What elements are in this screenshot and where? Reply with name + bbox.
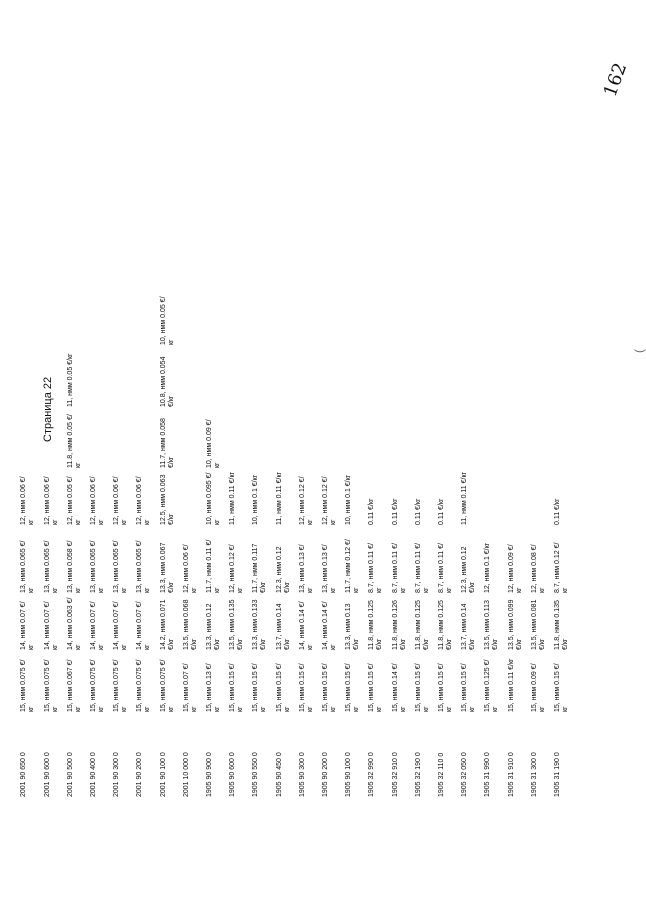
rate-cell: 15, нмм 0.067 €/кг [66,659,82,712]
tariff-code: 1905 90 200 0 [322,752,329,797]
rate-cell: 14, нмм 0.07 €/кг [113,601,129,650]
table-row [415,0,435,905]
tariff-code: 1905 90 900 0 [206,752,213,797]
rate-cell: 13, нмм 0.13 €/кг [298,544,314,593]
rate-cell: 13.7, нмм 0.14 €/кг [461,603,477,650]
rate-cell: 0.11 €/кг [438,498,445,525]
table-row [322,0,342,905]
rate-cell: 12, нмм 0.06 €/кг [20,476,36,525]
rate-cell: 13.5, нмм 0.099 €/кг [507,599,523,650]
rate-cell: 11, нмм 0.05 €/кг [66,353,74,407]
rate-cell: 15, нмм 0.13 €/кг [206,663,221,712]
rate-cell: 15, нмм 0.075 €/кг [113,659,129,712]
rate-cell: 10.8, нмм 0.054 €/кг [159,356,175,407]
tariff-code: 1905 90 600 0 [229,752,237,797]
rate-cell: 11, нмм 0.11 €/кг [461,471,469,525]
tariff-code: 2001 90 100 0 [159,752,167,797]
rate-cell: 12, нмм 0.06 €/кг [136,476,152,525]
tariff-code: 1905 90 300 0 [298,752,306,797]
rate-cell: 15, нмм 0.15 €/кг [229,663,245,712]
rate-cell: 11.8, нмм 0.126 €/кг [391,600,407,650]
rate-cell: 15, нмм 0.075 €/кг [90,659,105,712]
rate-cell: 12.3, нмм 0.12 €/кг [275,546,291,593]
rate-cell: 12, нмм 0.06 €/кг [182,544,198,593]
rate-cell: 8.7, нмм 0.11 €/кг [438,543,453,593]
rate-cell: 13, нмм 0.065 €/кг [136,540,152,593]
table-row [299,0,319,905]
rate-cell: 13, нмм 0.065 €/кг [20,540,36,593]
rate-cell: 14, нмм 0.14 €/кг [322,601,337,650]
rate-cell: 13.5, нмм 0.113 €/кг [484,600,500,650]
tariff-code: 1905 90 550 0 [252,752,260,797]
table-row [531,0,551,905]
rate-cell: 15, нмм 0.15 €/кг [275,663,291,712]
rate-cell: 8.7, нмм 0.11 €/кг [391,543,407,593]
table-row [345,0,365,905]
rate-cell: 12, нмм 0.1 €/кг [484,542,492,593]
rate-cell: 13, нмм 0.13 €/кг [322,544,337,593]
tariff-code: 1905 32 910 0 [391,752,399,797]
tariff-code: 2001 90 300 0 [113,752,121,797]
table-row [461,0,481,905]
table-row [554,0,574,905]
rate-cell: 15, нмм 0.07 €/кг [182,663,198,712]
table-row [229,0,249,905]
rate-cell: 13.3, нмм 0.133 €/кг [252,599,268,650]
rate-cell: 14.2, нмм 0.071 €/кг [159,599,175,650]
table-row [113,0,133,905]
tariff-code: 1905 32 990 0 [368,752,376,797]
rate-cell: 15, нмм 0.075 €/кг [43,659,59,712]
tariff-code: 1905 32 050 0 [461,752,469,797]
rate-cell: 15, нмм 0.15 €/кг [438,663,453,712]
rate-cell: 15, нмм 0.14 €/кг [391,663,407,712]
rate-cell: 15, нмм 0.09 €/кг [530,663,546,712]
table-row [160,0,180,905]
rate-cell: 11.8, нмм 0.125 €/кг [438,600,453,650]
rate-cell: 15, нмм 0.15 €/кг [414,663,430,712]
rate-cell: 12, нмм 0.09 €/кг [507,544,523,593]
rate-cell: 15, нмм 0.075 €/кг [159,659,175,712]
rate-cell: 15, нмм 0.11 €/кг [507,658,515,712]
rate-cell: 15, нмм 0.15 €/кг [252,663,268,712]
table-row [252,0,272,905]
rate-cell: 11.7, нмм 0.11 €/кг [206,539,221,593]
table-row [484,0,504,905]
rate-cell: 13.5, нмм 0.081 €/кг [530,599,546,650]
rate-cell: 14, нмм 0.14 €/кг [298,601,314,650]
tariff-code: 1905 32 110 0 [438,752,445,797]
table-row [368,0,388,905]
rate-cell: 12, нмм 0.06 €/кг [113,476,129,525]
rate-cell: 13.3, нмм 0.13 €/кг [345,603,361,650]
table-row [438,0,458,905]
rate-cell: 10, нмм 0.05 €/кг [159,296,175,345]
rate-cell: 14, нмм 0.07 €/кг [136,601,152,650]
rate-cell: 12, нмм 0.12 €/кг [322,476,337,525]
rate-cell: 15, нмм 0.15 €/кг [461,663,477,712]
scan-mark: ( [632,349,646,353]
tariff-code: 2001 90 650 0 [20,752,28,797]
rate-cell: 12, нмм 0.12 €/кг [298,476,314,525]
rate-cell: 13.7, нмм 0.14 €/кг [275,603,291,650]
tariff-code: 1905 90 450 0 [275,752,283,797]
rate-cell: 12, нмм 0.05 €/кг [66,476,82,525]
table-row [276,0,296,905]
rate-cell: 11.7, нмм 0.117 €/кг [252,543,268,593]
tariff-code: 2001 90 200 0 [136,752,144,797]
rate-cell: 11.7, нмм 0.12 €/кг [345,539,361,593]
page-footer: Страница 22 [42,376,54,442]
rate-cell: 8.7, нмм 0.12 €/кг [554,542,569,593]
tariff-code: 2001 90 600 0 [43,752,51,797]
rate-cell: 13, нмм 0.065 €/кг [43,540,59,593]
rate-cell: 8.7, нмм 0.11 €/кг [414,543,430,593]
rate-cell: 15, нмм 0.15 €/кг [298,663,314,712]
tariff-code: 1905 31 990 0 [484,752,492,797]
rate-cell: 0.11 €/кг [368,498,376,525]
tariff-code: 1905 31 190 0 [554,752,561,797]
table-row [136,0,156,905]
handwritten-page-number: 162 [599,60,632,100]
rate-cell: 11.8, нмм 0.135 €/кг [554,600,569,650]
table-row [20,0,40,905]
tariff-code: 2001 90 400 0 [90,752,97,797]
rate-cell: 12, нмм 0.06 €/кг [90,476,105,525]
rate-cell: 15, нмм 0.125 €/кг [484,659,500,712]
rate-cell: 15, нмм 0.15 €/кг [322,663,337,712]
rate-cell: 10, нмм 0.1 €/кг [252,474,260,525]
rate-cell: 10, нмм 0.1 €/кг [345,474,353,525]
rate-cell: 11.8, нмм 0.125 €/кг [414,600,430,650]
table-row [206,0,226,905]
rate-cell: 14, нмм 0.07 €/кг [20,601,36,650]
rate-cell: 14, нмм 0.07 €/кг [90,601,105,650]
rate-cell: 0.11 €/кг [554,498,561,525]
rate-cell: 11.8, нмм 0.05 €/кг [66,414,82,468]
table-row [67,0,87,905]
rate-cell: 13, нмм 0.065 €/кг [90,540,105,593]
rate-cell: 0.11 €/кг [414,498,422,525]
table-row [508,0,528,905]
rate-cell: 0.11 €/кг [391,498,399,525]
rate-cell: 11, нмм 0.11 €/кг [275,471,283,525]
rate-cell: 11.8, нмм 0.125 €/кг [368,600,384,650]
rate-cell: 10, нмм 0.095 €/кг [206,472,221,525]
rate-cell: 12.5, нмм 0.063 €/кг [159,474,175,525]
table-row [392,0,412,905]
table-row [183,0,203,905]
table-row [44,0,64,905]
rate-cell: 12, нмм 0.12 €/кг [229,544,245,593]
rate-cell: 13, нмм 0.065 €/кг [113,540,129,593]
rate-cell: 14, нмм 0.07 €/кг [43,601,59,650]
tariff-code: 1905 31 300 0 [530,752,538,797]
rate-cell: 13.5, нмм 0.068 €/кг [182,599,198,650]
rate-cell: 12, нмм 0.06 €/кг [43,476,59,525]
tariff-code: 1905 32 190 0 [414,752,422,797]
rate-cell: 13.3, нмм 0.12 €/кг [206,603,221,650]
tariff-code: 2001 90 500 0 [66,752,74,797]
rate-cell: 15, нмм 0.15 €/кг [368,663,384,712]
rate-cell: 13.3, нмм 0.067 €/кг [159,542,175,593]
rate-cell: 8.7, нмм 0.11 €/кг [368,543,384,593]
rate-cell: 15, нмм 0.075 €/кг [136,659,152,712]
rate-cell: 11, нмм 0.11 €/кг [229,471,237,525]
rate-cell: 15, нмм 0.15 €/кг [554,663,569,712]
rate-cell: 15, нмм 0.075 €/кг [20,659,36,712]
rate-cell: 10, нмм 0.09 €/кг [206,419,221,468]
rate-cell: 11.7, нмм 0.058 €/кг [159,418,175,468]
rate-cell: 15, нмм 0.15 €/кг [345,663,361,712]
table-row [90,0,110,905]
rate-cell: 13.5, нмм 0.135 €/кг [229,599,245,650]
rate-cell: 12, нмм 0.08 €/кг [530,544,546,593]
rate-cell: 13, нмм 0.058 €/кг [66,540,82,593]
tariff-code: 1905 31 910 0 [507,752,515,797]
rate-cell: 14, нмм 0.063 €/кг [66,597,82,650]
tariff-code: 2001 10 000 0 [182,752,190,797]
tariff-code: 1905 90 100 0 [345,752,353,797]
rate-cell: 12.3, нмм 0.12 €/кг [461,546,477,593]
